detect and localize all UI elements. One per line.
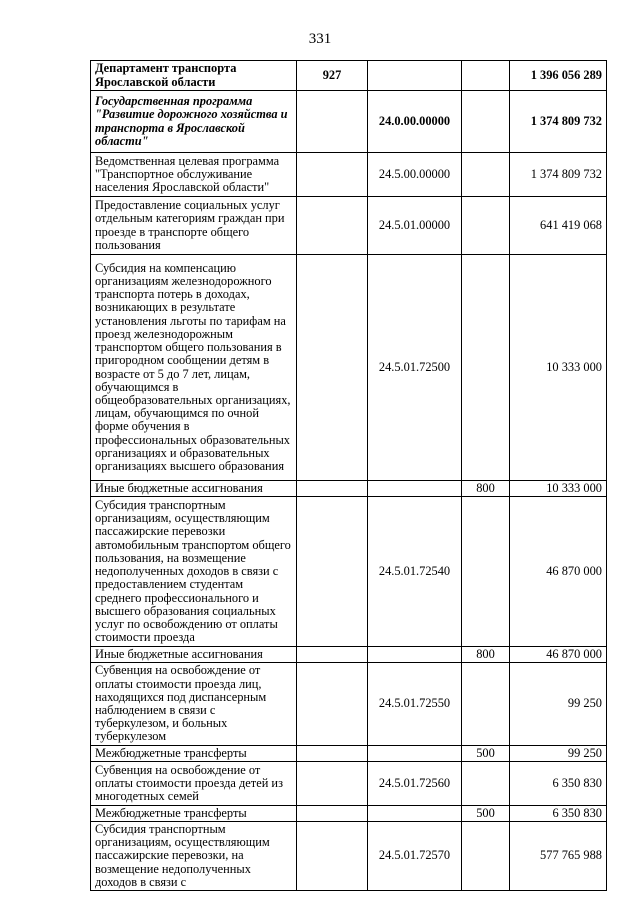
row-name: Государственная программа "Развитие дорожного хозяйства и транспорта в Ярославской области" [91,91,297,153]
row-target-code: 24.5.01.72540 [368,497,462,647]
row-name: Иные бюджетные ассигнования [91,647,297,663]
table-row [91,805,607,821]
row-expense-type [462,197,510,255]
row-dept-code [297,197,368,255]
row-target-code [368,481,462,497]
budget-table [90,60,607,891]
row-name: Департамент транспорта Ярославской области [91,61,297,91]
row-sum: 10 333 000 [510,481,607,497]
row-dept-code [297,663,368,745]
row-expense-type [462,497,510,647]
row-sum: 6 350 830 [510,761,607,805]
row-sum: 577 765 988 [510,822,607,891]
row-sum: 1 374 809 732 [510,153,607,197]
row-sum: 1 396 056 289 [510,61,607,91]
row-dept-code [297,255,368,481]
row-sum: 10 333 000 [510,255,607,481]
row-target-code: 24.5.01.00000 [368,197,462,255]
table-row-department [91,61,607,91]
row-expense-type [462,255,510,481]
row-name: Межбюджетные трансферты [91,745,297,761]
row-expense-type [462,91,510,153]
table-row [91,153,607,197]
table-row [91,761,607,805]
row-target-code: 24.0.00.00000 [368,91,462,153]
row-name: Субвенция на освобождение от оплаты стоимости проезда детей из многодетных семей [91,761,297,805]
row-dept-code [297,805,368,821]
row-expense-type [462,153,510,197]
row-dept-code: 927 [297,61,368,91]
row-sum: 99 250 [510,663,607,745]
row-target-code: 24.5.01.72560 [368,761,462,805]
row-name: Субвенция на освобождение от оплаты стоимости проезда лиц, находящихся под диспансерным наблюдением в связи с туберкулезом, и больных туберкулезом [91,663,297,745]
row-dept-code [297,497,368,647]
table-row [91,822,607,891]
row-target-code: 24.5.01.72550 [368,663,462,745]
table-row-state-program [91,91,607,153]
row-sum: 46 870 000 [510,497,607,647]
row-target-code [368,745,462,761]
table-row [91,663,607,745]
row-target-code: 24.5.01.72570 [368,822,462,891]
row-expense-type: 500 [462,745,510,761]
row-expense-type [462,61,510,91]
row-sum: 99 250 [510,745,607,761]
page-number: 331 [308,31,332,47]
table-row [91,197,607,255]
row-expense-type [462,761,510,805]
row-expense-type [462,822,510,891]
row-dept-code [297,91,368,153]
row-dept-code [297,745,368,761]
row-target-code: 24.5.01.72500 [368,255,462,481]
table-row [91,255,607,481]
row-expense-type: 800 [462,481,510,497]
row-name: Субсидия транспортным организациям, осуществляющим пассажирские перевозки автомобильным транспортом общего пользования, на возмещение недополученных доходов в связи с предоставлением студентам среднего профессионального и высшего образования социальных услуг по освобождению от оплаты стоимости проезда [91,497,297,647]
row-dept-code [297,647,368,663]
row-dept-code [297,822,368,891]
row-expense-type: 500 [462,805,510,821]
row-expense-type: 800 [462,647,510,663]
row-dept-code [297,481,368,497]
row-sum: 6 350 830 [510,805,607,821]
row-sum: 46 870 000 [510,647,607,663]
row-dept-code [297,761,368,805]
row-name: Субсидия на компенсацию организациям железнодорожного транспорта потерь в доходах, возникающих в результате установления льготы по тарифам на проезд железнодорожным транспортом общего пользования в пригородном сообщении детям в возрасте от 5 до 7 лет, лицам, обучающимся в общеобразовательных организациях, лицам, обучающимся по очной форме обучения в профессиональных образовательных организациях и образовательных организациях высшего образования [91,255,297,481]
row-target-code [368,805,462,821]
row-dept-code [297,153,368,197]
row-name: Субсидия транспортным организациям, осуществляющим пассажирские перевозки, на возмещение недополученных доходов в связи с [91,822,297,891]
row-expense-type [462,663,510,745]
row-target-code: 24.5.00.00000 [368,153,462,197]
row-sum: 1 374 809 732 [510,91,607,153]
table-row [91,647,607,663]
row-name: Ведомственная целевая программа "Транспортное обслуживание населения Ярославской области" [91,153,297,197]
row-name: Иные бюджетные ассигнования [91,481,297,497]
row-name: Предоставление социальных услуг отдельным категориям граждан при проезде в транспорте общего пользования [91,197,297,255]
table-row [91,481,607,497]
table-row [91,745,607,761]
table-row [91,497,607,647]
row-name: Межбюджетные трансферты [91,805,297,821]
row-sum: 641 419 068 [510,197,607,255]
row-target-code [368,647,462,663]
row-target-code [368,61,462,91]
